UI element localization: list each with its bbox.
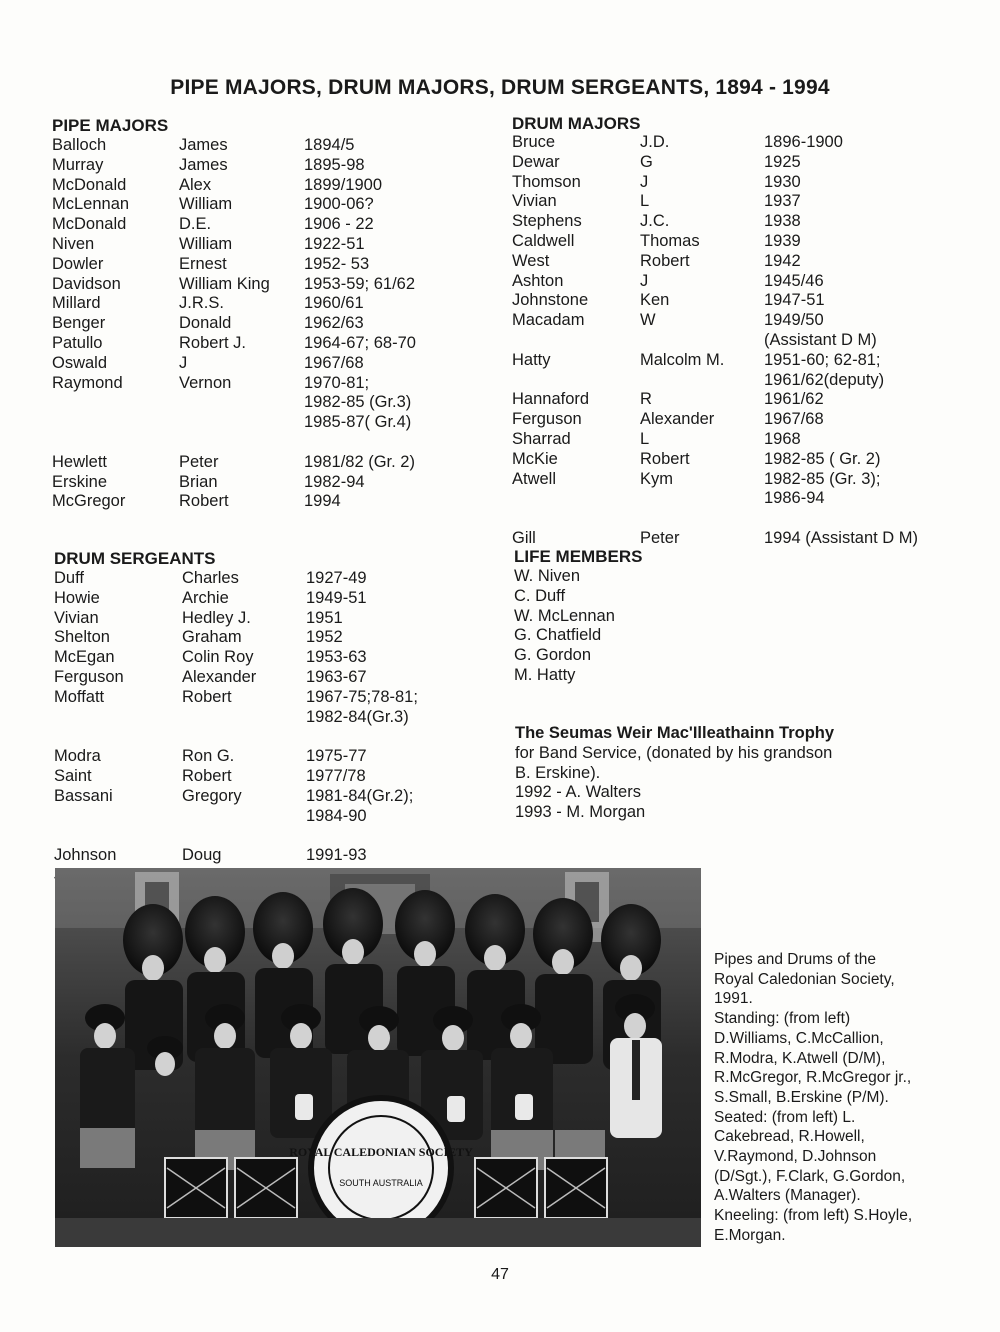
- table-row: [52, 473, 472, 493]
- given-cell: Alex: [179, 175, 212, 194]
- row-spacer: [512, 509, 952, 529]
- table-row: [54, 609, 474, 629]
- table-row: [52, 354, 472, 374]
- years-cell: 1967/68: [764, 410, 824, 429]
- table-row: [512, 390, 952, 410]
- surname-cell: Duff: [54, 569, 84, 587]
- years-cell: 1981/82 (Gr. 2): [304, 452, 415, 471]
- row-spacer: [52, 433, 472, 453]
- given-cell: D.E.: [179, 215, 212, 234]
- surname-cell: Murray: [52, 155, 104, 174]
- surname-cell: McGregor: [52, 492, 126, 511]
- given-cell: Doug: [182, 846, 222, 865]
- caption-line: V.Raymond, D.Johnson: [714, 1148, 877, 1166]
- caption-line: Seated: (from left) L.: [714, 1108, 856, 1126]
- given-cell: Malcolm M.: [640, 350, 725, 369]
- table-row: [512, 133, 952, 153]
- given-cell: Hedley J.: [182, 608, 251, 627]
- years-cell: 1952: [306, 628, 343, 647]
- surname-cell: McEgan: [54, 648, 115, 667]
- surname-cell: Davidson: [52, 274, 121, 293]
- pipe-majors-heading: PIPE MAJORS: [52, 116, 169, 135]
- table-row: [52, 255, 472, 275]
- given-cell: Donald: [179, 314, 232, 333]
- table-row: [52, 195, 472, 215]
- years-cell: 1937: [764, 192, 801, 211]
- table-row: [54, 708, 474, 728]
- given-cell: Peter: [640, 528, 680, 547]
- surname-cell: Vivian: [54, 608, 99, 627]
- table-row: [54, 589, 474, 609]
- table-row: [52, 413, 472, 433]
- table-row: [52, 453, 472, 473]
- drum-sergeants-table: [54, 569, 474, 886]
- years-cell: 1961/62(deputy): [764, 370, 885, 389]
- given-cell: L: [640, 429, 650, 448]
- page-number: 47: [491, 1266, 509, 1283]
- given-cell: Alexander: [182, 667, 257, 686]
- life-members-heading: LIFE MEMBERS: [514, 547, 643, 566]
- years-cell: 1977/78: [306, 766, 366, 785]
- caption-line: Royal Caledonian Society,: [714, 970, 895, 988]
- table-row: [52, 275, 472, 295]
- table-row: [54, 846, 474, 866]
- trophy-line: 1993 - M. Morgan: [515, 803, 646, 822]
- life-member-item: W. McLennan: [514, 606, 615, 625]
- table-row: [52, 393, 472, 413]
- given-cell: R: [640, 390, 652, 409]
- given-cell: L: [640, 192, 650, 211]
- given-cell: J.C.: [640, 212, 670, 231]
- surname-cell: Moffatt: [54, 687, 105, 706]
- years-cell: 1967-75;78-81;: [306, 687, 418, 706]
- table-row: [512, 430, 952, 450]
- table-row: [54, 807, 474, 827]
- years-cell: 1895-98: [304, 155, 365, 174]
- table-row: [52, 314, 472, 334]
- table-row: [512, 331, 952, 351]
- years-cell: 1947-51: [764, 291, 825, 310]
- years-cell: 1952- 53: [304, 254, 370, 273]
- caption-line: (D/Sgt.), F.Clark, G.Gordon,: [714, 1167, 906, 1185]
- trophy-block: [515, 724, 834, 823]
- surname-cell: Millard: [52, 294, 101, 313]
- surname-cell: Thomson: [512, 172, 581, 191]
- photo-caption: [714, 950, 954, 1246]
- table-row: [512, 311, 952, 331]
- trophy-line: for Band Service, (donated by his grandson: [515, 743, 833, 762]
- years-cell: 1991-93: [306, 846, 367, 865]
- years-cell: 1985-87( Gr.4): [304, 413, 412, 432]
- table-row: [54, 688, 474, 708]
- surname-cell: Hewlett: [52, 452, 108, 471]
- surname-cell: Atwell: [512, 469, 557, 488]
- surname-cell: West: [512, 251, 550, 270]
- years-cell: 1925: [764, 152, 801, 171]
- life-member-item: G. Gordon: [514, 646, 592, 665]
- surname-cell: McKie: [512, 449, 558, 468]
- caption-line: A.Walters (Manager).: [714, 1187, 861, 1205]
- years-cell: 1968: [764, 429, 801, 448]
- years-cell: 1896-1900: [764, 133, 843, 151]
- surname-cell: Howie: [54, 588, 100, 607]
- given-cell: J.D.: [640, 133, 670, 151]
- table-row: [52, 136, 472, 156]
- years-cell: 1963-67: [306, 667, 367, 686]
- table-row: [512, 489, 952, 509]
- surname-cell: Modra: [54, 747, 101, 766]
- caption-line: Pipes and Drums of the: [714, 951, 876, 968]
- surname-cell: Erskine: [52, 472, 108, 491]
- table-row: [54, 668, 474, 688]
- life-member-item: G. Chatfield: [514, 626, 602, 645]
- years-cell: 1938: [764, 212, 801, 231]
- life-member-item: W. Niven: [514, 567, 581, 585]
- drum-majors-heading: DRUM MAJORS: [512, 114, 641, 133]
- table-row: [54, 628, 474, 648]
- surname-cell: Niven: [52, 234, 95, 253]
- years-cell: 1922-51: [304, 234, 365, 253]
- years-cell: 1994: [304, 492, 341, 511]
- table-row: [512, 470, 952, 490]
- years-cell: 1961/62: [764, 390, 824, 409]
- surname-cell: Balloch: [52, 136, 107, 154]
- given-cell: Colin Roy: [182, 648, 254, 667]
- given-cell: Robert J.: [179, 333, 246, 352]
- surname-cell: Hatty: [512, 350, 551, 369]
- table-row: [54, 569, 474, 589]
- caption-line: R.McGregor, R.McGregor jr.,: [714, 1069, 912, 1087]
- caption-line: D.Williams, C.McCallion,: [714, 1029, 884, 1047]
- years-cell: 1951: [306, 608, 343, 627]
- given-cell: Ron G.: [182, 747, 235, 766]
- band-photo: [55, 868, 701, 1247]
- given-cell: G: [640, 152, 653, 171]
- table-row: [52, 215, 472, 235]
- surname-cell: Johnstone: [512, 291, 589, 310]
- given-cell: J: [640, 271, 649, 290]
- given-cell: Robert: [182, 687, 232, 706]
- given-cell: James: [179, 136, 228, 154]
- surname-cell: Sharrad: [512, 429, 571, 448]
- drum-majors-table: [512, 133, 952, 549]
- given-cell: Gregory: [182, 786, 242, 805]
- page-title: PIPE MAJORS, DRUM MAJORS, DRUM SERGEANTS, 1894 - 1994: [170, 76, 830, 99]
- trophy-line: B. Erskine).: [515, 763, 601, 782]
- given-cell: J: [179, 353, 188, 372]
- years-cell: 1927-49: [306, 569, 367, 587]
- caption-line: Cakebread, R.Howell,: [714, 1128, 865, 1146]
- table-row: [512, 410, 952, 430]
- table-row: [52, 374, 472, 394]
- life-member-item: C. Duff: [514, 586, 566, 605]
- given-cell: Thomas: [640, 231, 700, 250]
- years-cell: 1964-67; 68-70: [304, 333, 416, 352]
- years-cell: (Assistant D M): [764, 330, 877, 349]
- surname-cell: Ferguson: [54, 667, 124, 686]
- surname-cell: Vivian: [512, 192, 557, 211]
- table-row: [512, 291, 952, 311]
- table-row: [512, 371, 952, 391]
- years-cell: 1953-63: [306, 648, 367, 667]
- given-cell: Robert: [179, 492, 229, 511]
- caption-line: 1991.: [714, 990, 753, 1008]
- given-cell: William: [179, 234, 233, 253]
- caption-line: Standing: (from left): [714, 1010, 851, 1028]
- years-cell: 1953-59; 61/62: [304, 274, 416, 293]
- surname-cell: Gill: [512, 528, 536, 547]
- drum-emblem-text: ROYAL CALEDONIAN SOCIETY: [289, 1145, 473, 1159]
- surname-cell: McLennan: [52, 195, 130, 214]
- years-cell: 1899/1900: [304, 175, 382, 194]
- years-cell: 1967/68: [304, 353, 364, 372]
- surname-cell: Oswald: [52, 353, 108, 372]
- given-cell: Ken: [640, 291, 670, 310]
- surname-cell: Saint: [54, 766, 92, 785]
- given-cell: Kym: [640, 469, 673, 488]
- given-cell: Brian: [179, 472, 218, 491]
- given-cell: Robert: [640, 251, 690, 270]
- table-row: [512, 153, 952, 173]
- table-row: [512, 529, 952, 549]
- table-row: [52, 294, 472, 314]
- caption-line: Kneeling: (from left) S.Hoyle,: [714, 1207, 913, 1225]
- given-cell: Archie: [182, 588, 229, 607]
- table-row: [54, 787, 474, 807]
- given-cell: J: [640, 172, 649, 191]
- caption-line: R.Modra, K.Atwell (D/M),: [714, 1049, 886, 1067]
- surname-cell: Ferguson: [512, 410, 582, 429]
- surname-cell: McDonald: [52, 175, 127, 194]
- table-row: [512, 212, 952, 232]
- years-cell: 1930: [764, 172, 801, 191]
- row-spacer: [54, 826, 474, 846]
- given-cell: Alexander: [640, 410, 715, 429]
- surname-cell: Bruce: [512, 133, 556, 151]
- caption-line: S.Small, B.Erskine (P/M).: [714, 1088, 889, 1106]
- years-cell: 1900-06?: [304, 195, 374, 214]
- trophy-line: 1992 - A. Walters: [515, 783, 641, 802]
- given-cell: Vernon: [179, 373, 232, 392]
- given-cell: Robert: [182, 766, 232, 785]
- table-row: [54, 767, 474, 787]
- given-cell: Robert: [640, 449, 690, 468]
- given-cell: W: [640, 311, 656, 330]
- table-row: [54, 747, 474, 767]
- surname-cell: Dowler: [52, 254, 104, 273]
- surname-cell: McDonald: [52, 215, 127, 234]
- table-row: [512, 173, 952, 193]
- years-cell: 1984-90: [306, 806, 367, 825]
- surname-cell: Ashton: [512, 271, 564, 290]
- given-cell: James: [179, 155, 228, 174]
- years-cell: 1982-94: [304, 472, 365, 491]
- table-row: [512, 450, 952, 470]
- table-row: [52, 492, 472, 512]
- table-row: [52, 334, 472, 354]
- years-cell: 1949-51: [306, 588, 367, 607]
- life-members-list: [514, 567, 615, 686]
- drum-emblem-subtext: SOUTH AUSTRALIA: [339, 1178, 423, 1188]
- table-row: [512, 192, 952, 212]
- table-row: [52, 156, 472, 176]
- years-cell: 1962/63: [304, 314, 364, 333]
- row-spacer: [54, 727, 474, 747]
- surname-cell: Stephens: [512, 212, 582, 231]
- surname-cell: Patullo: [52, 333, 103, 352]
- years-cell: 1982-84(Gr.3): [306, 707, 409, 726]
- given-cell: Ernest: [179, 254, 227, 273]
- years-cell: 1986-94: [764, 489, 825, 508]
- years-cell: 1960/61: [304, 294, 364, 313]
- surname-cell: Macadam: [512, 311, 585, 330]
- years-cell: 1906 - 22: [304, 215, 374, 234]
- surname-cell: Dewar: [512, 152, 560, 171]
- table-row: [52, 176, 472, 196]
- years-cell: 1982-85 (Gr.3): [304, 393, 412, 412]
- years-cell: 1975-77: [306, 747, 367, 766]
- given-cell: Charles: [182, 569, 239, 587]
- given-cell: William: [179, 195, 233, 214]
- caption-line: E.Morgan.: [714, 1226, 786, 1244]
- table-row: [512, 232, 952, 252]
- surname-cell: Johnson: [54, 846, 117, 865]
- table-row: [52, 235, 472, 255]
- surname-cell: Benger: [52, 314, 106, 333]
- given-cell: Peter: [179, 452, 219, 471]
- years-cell: 1951-60; 62-81;: [764, 350, 881, 369]
- surname-cell: Shelton: [54, 628, 110, 647]
- years-cell: 1942: [764, 251, 801, 270]
- given-cell: Graham: [182, 628, 242, 647]
- years-cell: 1981-84(Gr.2);: [306, 786, 414, 805]
- years-cell: 1939: [764, 231, 801, 250]
- years-cell: 1894/5: [304, 136, 355, 154]
- surname-cell: Bassani: [54, 786, 113, 805]
- surname-cell: Raymond: [52, 373, 123, 392]
- years-cell: 1982-85 (Gr. 3);: [764, 469, 881, 488]
- table-row: [512, 351, 952, 371]
- years-cell: 1945/46: [764, 271, 824, 290]
- table-row: [54, 648, 474, 668]
- table-row: [512, 252, 952, 272]
- trophy-title: The Seumas Weir Mac'Illeathainn Trophy: [515, 724, 835, 742]
- years-cell: 1982-85 ( Gr. 2): [764, 449, 881, 468]
- years-cell: 1949/50: [764, 311, 824, 330]
- life-member-item: M. Hatty: [514, 665, 576, 684]
- surname-cell: Caldwell: [512, 231, 575, 250]
- years-cell: 1970-81;: [304, 373, 370, 392]
- table-row: [512, 272, 952, 292]
- years-cell: 1994 (Assistant D M): [764, 528, 919, 547]
- band-photo-illustration: [55, 868, 701, 1247]
- given-cell: William King: [179, 274, 270, 293]
- given-cell: J.R.S.: [179, 294, 224, 313]
- drum-sergeants-heading: DRUM SERGEANTS: [54, 549, 216, 568]
- pipe-majors-table: [52, 136, 472, 512]
- surname-cell: Hannaford: [512, 390, 590, 409]
